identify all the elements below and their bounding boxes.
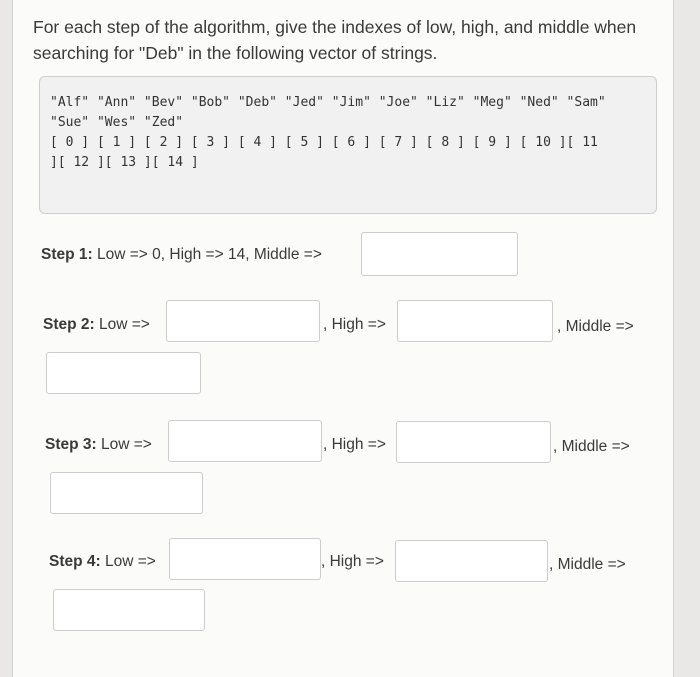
step3-high-label: , High => [323,436,386,453]
step1-middle-input[interactable] [361,232,518,276]
question-text: For each step of the algorithm, give the indexes of low, high, and middle when searching for "Deb" in the following vector of strings. [33,17,637,63]
step3-middle-input[interactable] [50,472,203,514]
step2-low-input[interactable] [166,300,320,342]
code-line: ][ 12 ][ 13 ][ 14 ] [50,155,199,170]
step1-title: Step 1: [41,246,93,263]
step4-low-input[interactable] [169,538,321,580]
step3-low-input[interactable] [168,420,322,462]
step4-middle-input[interactable] [53,589,205,631]
step4-high-input[interactable] [395,540,548,582]
step2-low-label: Step 2: Low => [43,316,150,333]
step1-text: Low => 0, High => 14, Middle => [92,246,322,263]
step1-label [41,246,322,264]
step2-title: Step 2: [43,316,95,333]
step4-middle-label: , Middle => [549,556,626,573]
step4-low-label: Step 4: Low => [49,553,156,570]
code-line: "Alf" "Ann" "Bev" "Bob" "Deb" "Jed" "Jim" "Joe" "Liz" "Meg" "Ned" "Sam" [50,95,606,110]
step3-middle-label: , Middle => [553,438,630,455]
step3-low-label: Step 3: Low => [45,436,152,453]
step2-middle-label: , Middle => [557,318,634,335]
step2-high-input[interactable] [397,300,553,342]
step4-title: Step 4: [49,553,101,570]
code-line: "Sue" "Wes" "Zed" [50,115,184,130]
step2-high-label: , High => [323,316,386,333]
step4-high-label: , High => [321,553,384,570]
code-line: [ 0 ] [ 1 ] [ 2 ] [ 3 ] [ 4 ] [ 5 ] [ 6 ] [ 7 ] [ 8 ] [ 9 ] [ 10 ][ 11 [50,135,598,150]
step3-high-input[interactable] [396,421,551,463]
question-page [12,0,674,677]
step2-middle-input[interactable] [46,352,201,394]
vector-code-block [39,76,657,214]
step3-title: Step 3: [45,436,97,453]
